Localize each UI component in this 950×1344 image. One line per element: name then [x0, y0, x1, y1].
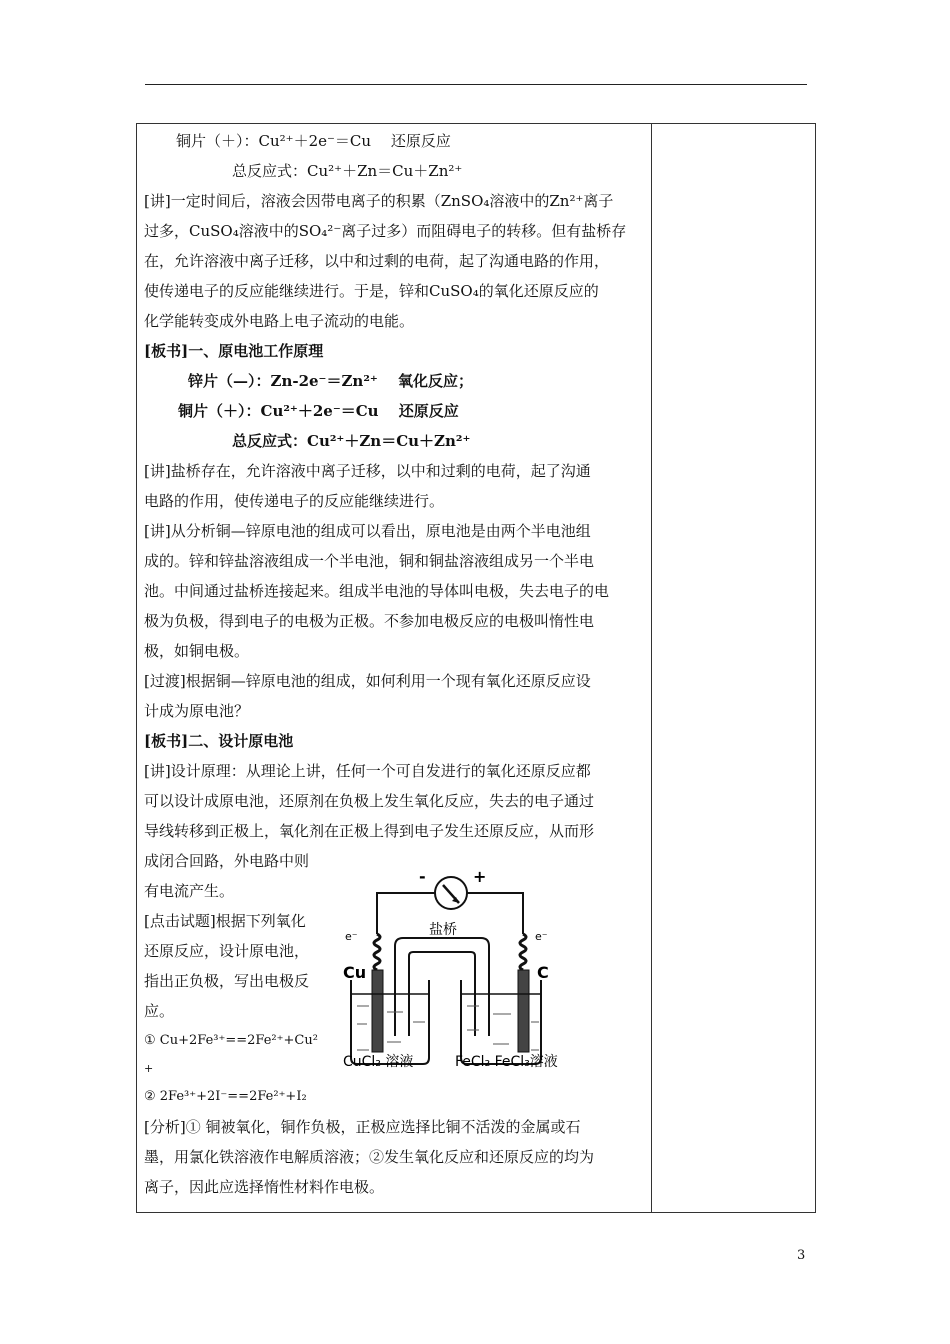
- positive-sign: +: [473, 867, 487, 886]
- lesson-table: [136, 123, 816, 1213]
- text-line: 极为负极，得到电子的电极为正极。不参加电极反应的电极叫惰性电: [144, 612, 595, 630]
- text-line: [讲]一定时间后，溶液会因带电离子的积累（ZnSO₄溶液中的Zn²⁺离子: [144, 192, 614, 210]
- text-line: 化学能转变成外电路上电子流动的电能。: [144, 312, 415, 330]
- text-line: 墨，用氯化铁溶液作电解质溶液；②发生氧化反应和还原反应的均为: [144, 1148, 595, 1166]
- right-solution-label: FeCl₂ FeCl₃溶液: [455, 1054, 558, 1070]
- text-line: 极，如铜电极。: [144, 642, 250, 660]
- equation-line: 锌片（—）：Zn-2e⁻＝Zn²⁺ 氧化反应；: [188, 372, 474, 390]
- text-line: 指出正负极，写出电极反: [144, 972, 310, 990]
- salt-bridge-label: 盐桥: [429, 922, 457, 938]
- page-number: 3: [797, 1248, 806, 1263]
- text-line: 成的。锌和锌盐溶液组成一个半电池，铜和铜盐溶液组成另一个半电: [144, 552, 595, 570]
- section-heading: [板书]一、原电池工作原理: [144, 342, 324, 360]
- text-line: ① Cu+2Fe³⁺==2Fe²⁺+Cu²: [144, 1033, 318, 1048]
- text-line: [分析]① 铜被氧化，铜作负极，正极应选择比铜不活泼的金属或石: [144, 1118, 581, 1136]
- galvanic-cell-diagram: [343, 846, 643, 1071]
- text-line: 电路的作用，使传递电子的反应能继续进行。: [144, 492, 445, 510]
- equation-line: 总反应式：Cu²⁺＋Zn＝Cu＋Zn²⁺: [232, 432, 471, 450]
- copper-label: Cu: [343, 963, 367, 982]
- notes-cell: [651, 124, 815, 1213]
- content-cell: [137, 124, 652, 1213]
- text-line: 总反应式：Cu²⁺＋Zn＝Cu＋Zn²⁺: [232, 162, 463, 180]
- text-line: 还原反应，设计原电池，: [144, 942, 310, 960]
- text-line: 应。: [144, 1002, 175, 1020]
- text-line: [讲]盐桥存在，允许溶液中离子迁移，以中和过剩的电荷，起了沟通: [144, 462, 591, 480]
- header-rule: [145, 84, 807, 85]
- carbon-label: C: [537, 963, 549, 982]
- electron-label-left: e⁻: [345, 930, 358, 943]
- text-line: 导线转移到正极上，氧化剂在正极上得到电子发生还原反应，从而形: [144, 822, 595, 840]
- left-solution-label: CuCl₂ 溶液: [343, 1054, 414, 1070]
- text-line: 计成为原电池？: [144, 702, 250, 720]
- text-line: 成闭合回路，外电路中则: [144, 852, 310, 870]
- text-line: +: [144, 1062, 154, 1075]
- text-line: [过渡]根据铜—锌原电池的组成，如何利用一个现有氧化还原反应设: [144, 672, 591, 690]
- text-line: 离子，因此应选择惰性材料作电极。: [144, 1178, 385, 1196]
- text-line: 过多，CuSO₄溶液中的SO₄²⁻离子过多）而阻碍电子的转移。但有盐桥存: [144, 222, 627, 240]
- electron-label-right: e⁻: [535, 930, 548, 943]
- text-line: 使传递电子的反应能继续进行。于是，锌和CuSO₄的氧化还原反应的: [144, 282, 599, 300]
- text-line: 铜片（＋）：Cu²⁺＋2e⁻＝Cu 还原反应: [176, 132, 451, 150]
- text-line: [讲]设计原理：从理论上讲，任何一个可自发进行的氧化还原反应都: [144, 762, 591, 780]
- text-line: 可以设计成原电池，还原剂在负极上发生氧化反应，失去的电子通过: [144, 792, 595, 810]
- text-line: 在，允许溶液中离子迁移，以中和过剩的电荷，起了沟通电路的作用，: [144, 252, 610, 270]
- text-line: 有电流产生。: [144, 882, 235, 900]
- lesson-content: [137, 124, 651, 1202]
- text-line: ② 2Fe³⁺+2I⁻==2Fe²⁺+I₂: [144, 1089, 307, 1104]
- section-heading: [板书]二、设计原电池: [144, 732, 294, 750]
- text-line: [点击试题]根据下列氧化: [144, 912, 306, 930]
- negative-sign: -: [419, 867, 426, 886]
- equation-line: 铜片（＋）：Cu²⁺＋2e⁻＝Cu 还原反应: [178, 402, 459, 420]
- text-line: [讲]从分析铜—锌原电池的组成可以看出，原电池是由两个半电池组: [144, 522, 591, 540]
- text-line: 池。中间通过盐桥连接起来。组成半电池的导体叫电极，失去电子的电: [144, 582, 610, 600]
